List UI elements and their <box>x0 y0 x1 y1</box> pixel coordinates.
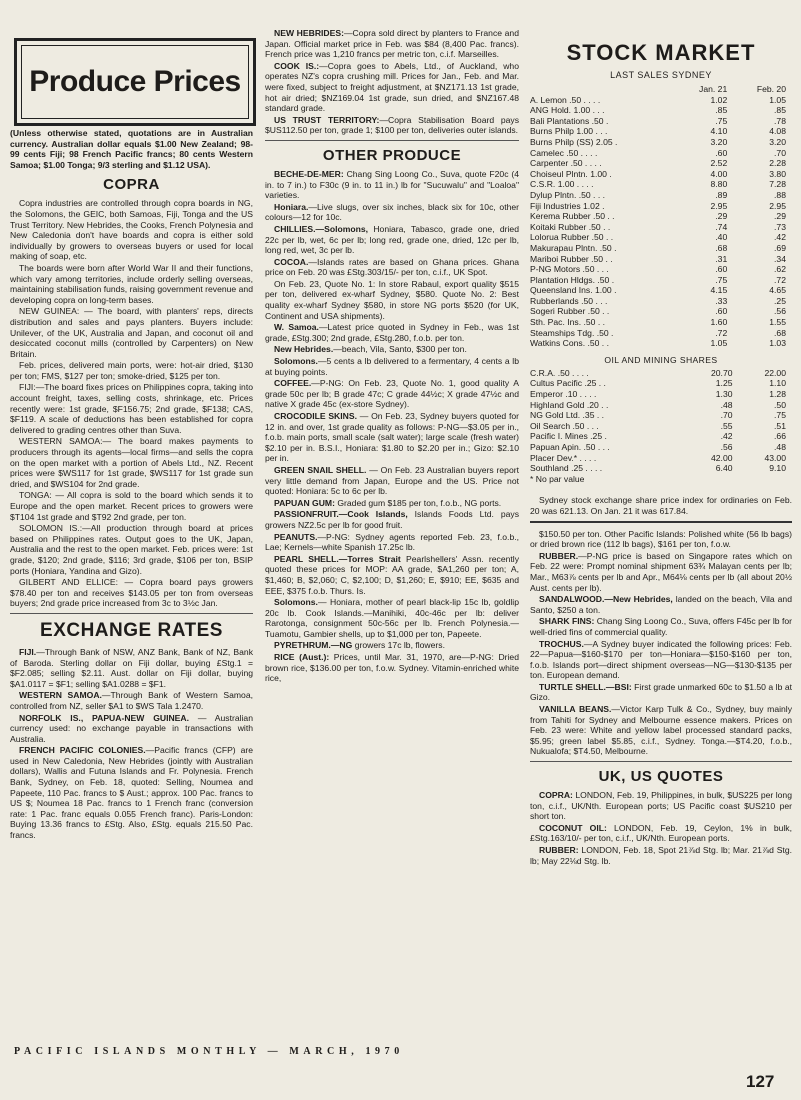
cell-feb: .75 <box>774 410 786 421</box>
entry-text: —Copra Stabilisation Board pays $US112.50 per ton, grade 1; $100 per ton, deliveries outer islands. <box>265 114 519 136</box>
entry <box>530 639 792 681</box>
col-jan: Jan. 21 <box>699 84 728 94</box>
entry-text: — On Feb. 23 Australian buyers report very little demand from Japan, Europe and the US. Price not quoted: Honiara: 5c to 6c per lb. <box>265 464 519 497</box>
cell-feb: 2.28 <box>769 158 786 169</box>
entry-lead: RICE (Aust.): <box>274 652 330 663</box>
entry-text: Chang Sing Loong Co., Suva, quote F20c (4 in. to 7 in.) to F30c (9 in. to 11 in.) lb for "Sucuwalu" and "Loaloa" varieties. <box>265 168 519 201</box>
entry-lead: PYRETHRUM.—NG <box>274 640 353 651</box>
entry-text: Prices, until Mar. 31, 1970, are—P-NG: Dried brown rice, $136.00 per ton, f.o.w. Sydney. Vitamin-enriched white rice, <box>265 652 519 684</box>
cell-jan: .74 <box>715 221 728 232</box>
entry <box>265 465 519 497</box>
table-row <box>530 453 792 464</box>
entry <box>265 652 519 684</box>
entry <box>265 554 519 596</box>
cell-company: Burns Philp 1.00 . . . <box>530 126 608 137</box>
table-row <box>530 400 792 411</box>
table-row <box>530 306 792 317</box>
entry <box>265 640 519 651</box>
entry-text: —Pacific francs (CFP) are used in New Caledonia, New Hebrides (jointly with Australian dollars), Wallis and Futuna Islands and Fr. Polynesia. French Bank, Sydney, on Feb. 18, quoted: Selling, Noumea and Papeete, 110 Pac. francs to $ Aust.; approx. 100 Pac. francs to US $; Noumea 18 Pac. francs to 1 French franc (conversion rate: 1 Pac. franc equals 0.055 French franc). Paris-London: Buying 13.36 francs to £Stg. Also, £Stg. equals 215.50 Pac. francs. <box>10 745 253 841</box>
cell-jan: .85 <box>715 105 728 116</box>
cell-company: Kerema Rubber .50 . . <box>530 211 615 222</box>
entry <box>265 202 519 223</box>
stock-market-heading: STOCK MARKET <box>566 40 756 65</box>
cell-jan: .55 <box>720 420 733 431</box>
cell-feb: .68 <box>774 327 786 338</box>
cell-jan: .31 <box>715 253 728 264</box>
table-row <box>530 137 792 148</box>
entry-text: On Feb. 23, Quote No. 1: In store Rabaul, export quality $515 per ton, delivered ex-wharf Sydney, $580. Quote No. 2: Best quality ex-wharf Sydney $580, in store NG ports $520 (for UK, Continent and USA shipments). <box>265 278 519 321</box>
cell-jan: .72 <box>715 327 728 338</box>
entry-lead: CHILLIES.—Solomons, <box>274 223 369 234</box>
entry-text: LONDON, Feb. 18, Spot 21⅞d Stg. lb; Mar. 21⅞d Stg. lb; May 22⅛d Stg. lb. <box>530 845 792 866</box>
entry-lead: Solomons. <box>274 597 318 608</box>
cell-jan: .89 <box>715 189 728 200</box>
cell-feb: 2.95 <box>769 200 786 211</box>
entry-lead: NORFOLK IS., PAPUA-NEW GUINEA. <box>19 712 190 723</box>
entry <box>265 597 519 639</box>
entry <box>530 529 792 550</box>
cell-feb: 22.00 <box>764 367 786 378</box>
table-row <box>530 389 792 400</box>
entry-text: Graded gum $185 per ton, f.o.b., NG ports. <box>334 497 502 508</box>
cell-jan: 6.40 <box>715 463 733 474</box>
cell-feb: 4.08 <box>769 126 786 137</box>
entry-text: landed on the beach, Vila and Santo, $250 a ton. <box>530 594 792 615</box>
cell-feb: .56 <box>774 306 786 317</box>
entry-text: LONDON, Feb. 19, Philippines, in bulk, $US225 per long ton, c.i.f., UK/Nth. European ports; US Pacific coast $US210 per short ton. <box>530 790 792 822</box>
cell-jan: 1.05 <box>710 338 728 349</box>
cell-jan: 8.80 <box>710 179 728 190</box>
entry-text: LONDON, Feb. 19, Ceylon, 1% in bulk, £Stg.163/10/- per ton, c.i.f., UK/Nth. European ports. <box>530 822 792 844</box>
entry-text: —Latest price quoted in Sydney in Feb., was 1st grade, £Stg.300; 2nd grade, £Stg.280, f.o.b. per ton. <box>265 322 520 343</box>
entry-text: — Australian currency used: no exchange payable in transactions with Australia. <box>10 712 253 744</box>
footer-title: PACIFIC ISLANDS MONTHLY — MARCH, 1970 <box>14 1046 404 1057</box>
entry-lead: COFFEE. <box>274 378 312 389</box>
table-row <box>530 378 792 389</box>
entry-lead: FRENCH PACIFIC COLONIES. <box>19 745 146 756</box>
entry-text: $150.50 per ton. Other Pacific Islands: Polished white (56 lb bags) or dried brown rice (112 lb bags), $161 per ton, f.o.w. <box>530 528 792 550</box>
cell-jan: 2.95 <box>710 200 728 211</box>
entry-text: Honiara, Tabasco, grade one, dried 22c per lb, wet, 6c per lb; long red, grade one, dried, 12c per lb, long red, wet, 3c per lb. <box>265 223 519 256</box>
entry <box>530 551 792 593</box>
cell-jan: 42.00 <box>711 452 733 463</box>
cell-jan: .40 <box>715 232 728 243</box>
cell-company: Sogeri Rubber .50 . . <box>530 306 610 317</box>
entry-lead: FIJI. <box>19 646 37 657</box>
entry-text: First grade unmarked 60c to $1.50 a lb at Gizo. <box>530 681 792 703</box>
entry-lead: PEARL SHELL.—Torres Strait <box>274 553 401 564</box>
entry-lead: New Hebrides. <box>274 344 334 355</box>
entry <box>265 169 519 201</box>
cell-feb: .70 <box>774 147 786 158</box>
entry-lead: Solomons. <box>274 356 318 367</box>
section-divider <box>530 761 792 762</box>
entry <box>265 344 519 355</box>
table-row <box>530 463 792 474</box>
paragraph: The boards were born after World War II and their functions, which vary among territories, include orderly selling overseas, maintaining stabilisation funds, raising government revenue and developing copra on long-term bases. <box>10 262 253 305</box>
oil-table <box>530 368 792 474</box>
table-row <box>530 201 792 212</box>
entry-text: — Honiara, mother of pearl black-lip 15c lb, goldlip 20c lb. Cook Islands.—Manihiki, 40c-46c per lb: deliver Rarotonga, consignment 50c-56c per lb. French Polynesia.—Tuamotu, Gambier shells, up to $1,000 per ton, Papeete. <box>265 597 519 639</box>
other-produce-continued <box>530 529 792 757</box>
cell-feb: .88 <box>774 189 786 200</box>
cell-jan: 4.10 <box>710 126 728 137</box>
entry-lead: TROCHUS. <box>539 638 584 649</box>
cell-feb: 1.03 <box>769 338 786 349</box>
cell-company: Camelec .50 . . . . <box>530 147 598 158</box>
cell-feb: .50 <box>774 399 786 410</box>
exchange-body <box>10 647 253 841</box>
column-left <box>10 0 253 842</box>
table-row <box>530 368 792 379</box>
cell-company: Papuan Apin. .50 . . . <box>530 442 610 452</box>
cell-jan: .29 <box>715 211 728 222</box>
cell-jan: .42 <box>720 431 733 442</box>
cell-company: C.R.A. .50 . . . . <box>530 367 589 378</box>
cell-feb: 1.05 <box>769 94 786 105</box>
table-row <box>530 211 792 222</box>
cell-feb: .73 <box>774 221 786 232</box>
entry-lead: COOK IS.: <box>274 60 320 71</box>
entry <box>530 790 792 822</box>
cell-company: Carpenter .50 . . . . <box>530 158 602 169</box>
table-row <box>530 275 792 286</box>
entry <box>530 594 792 615</box>
cell-company: Sth. Pac. Ins. .50 . . <box>530 317 605 328</box>
paragraph: SOLOMON IS.:—All production through board at prices based on Philippines rates. Output goes to the UK, Japan, Australia and the rest to the open market. Feb. prices were: 1st grade, $120; 2nd grade, $116; 3rd grade, $106 per ton, BSIP ports (Honiara, Yandina and Gizo). <box>10 523 253 576</box>
entry-lead: COPRA: <box>539 790 573 801</box>
entry-text: —Through Bank of NSW, ANZ Bank, Bank of NZ, Bank of Baroda. Sterling dollar on Fiji dollar, buying £Stg.1 = $F2.085; selling $2.11. Aust. dollar on Fiji dollar, buying $A1.0117 = $F1; selling $A1.0288 = $F1. <box>10 646 253 689</box>
cell-jan: .60 <box>715 264 728 275</box>
table-row <box>530 95 792 106</box>
stock-footnote: * No par value <box>530 473 585 484</box>
cell-jan: 1.02 <box>710 94 728 105</box>
uk-us-body <box>530 790 792 866</box>
cell-feb: .62 <box>774 264 786 275</box>
cell-company: Choiseul Plntn. 1.00 . <box>530 168 612 179</box>
cell-feb: .78 <box>774 115 786 126</box>
copra-territories <box>265 28 519 136</box>
cell-jan: 1.30 <box>715 389 733 400</box>
cell-jan: .48 <box>720 399 733 410</box>
table-row <box>530 296 792 307</box>
entry-lead: COCONUT OIL: <box>539 822 607 833</box>
cell-company: P-NG Motors .50 . . . <box>530 264 609 275</box>
entry <box>10 690 253 711</box>
paragraph: FIJI:—The board fixes prices on Philippines copra, taking into account freight, taxes, selling costs, shrinkage, etc. Prices recently were: 1st grade, $F156.75; 2nd grade, $F138; CAS, $F119. A scale of deductions has been established for copra delivered to grading centres other than Suva. <box>10 382 253 435</box>
cell-feb: 7.28 <box>769 179 786 190</box>
cell-feb: 1.10 <box>769 378 786 389</box>
paragraph: Feb. prices, delivered main ports, were: hot-air dried, $130 per ton; FMS, $127 per ton; smoke-dried, $125 per ton. <box>10 360 253 381</box>
cell-company: Rubberlands .50 . . . <box>530 295 608 306</box>
entry-lead: RUBBER. <box>539 550 579 561</box>
cell-company: Placer Dev.* . . . . <box>530 452 597 463</box>
entry-text: —beach, Vila, Santo, $300 per ton. <box>333 344 467 355</box>
cell-company: Makurapau Plntn. .50 . <box>530 242 617 253</box>
cell-feb: .85 <box>774 105 786 116</box>
cell-feb: 3.80 <box>769 168 786 179</box>
cell-company: Southland .25 . . . . <box>530 463 603 474</box>
entry <box>265 532 519 553</box>
cell-jan: .70 <box>720 410 733 421</box>
cell-company: Watkins Cons. .50 . . <box>530 338 609 349</box>
column-right <box>530 0 792 867</box>
entry-lead: Honiara. <box>274 201 309 212</box>
entry-lead: CROCODILE SKINS. <box>274 411 357 421</box>
entry <box>265 498 519 509</box>
entry-text: —Victor Karp Tulk & Co., Sydney, buy mainly from Tahiti for Sydney and Melbourne essence makers. Prices on Feb. 23 were: White and yellow label processed standard packs, $5.95; green label $5.85, c.i.f., Sydney. Tonga.—$T4.20, f.o.b., Nukualofa; $T4.50, Melbourne. <box>530 704 792 757</box>
table-row <box>530 158 792 169</box>
cell-feb: 1.55 <box>769 317 786 328</box>
entry <box>265 279 519 321</box>
cell-company: Steamships Tdg. .50 . <box>530 327 614 338</box>
entry-lead: SHARK FINS: <box>539 616 595 627</box>
paragraph: GILBERT AND ELLICE: — Copra board pays growers $78.40 per ton and receives $143.05 per ton from overseas buyers; 2nd grade price increased from 3c to 3½c Jan. <box>10 577 253 609</box>
cell-company: Highland Gold .20 . . <box>530 399 609 410</box>
cell-company: Oil Search .50 . . . <box>530 420 599 431</box>
cell-jan: .75 <box>715 115 728 126</box>
page-title: Produce Prices <box>29 65 241 98</box>
entry-text: — On Feb. 23, Sydney buyers quoted for 12 in. and over, 1st grade quality as follows: P-NG—$3.05 per in., f.o.b. main ports, small scale (salt water); large scale (fresh water) $2.10 per in. B.S.I., Honiara: $1.80 to $2.20 per in.; Gizo: $2.10 per in. <box>265 411 520 464</box>
entry <box>265 378 519 410</box>
table-row <box>530 148 792 159</box>
section-divider <box>530 521 792 523</box>
cell-company: Dylup Plntn. .50 . . . <box>530 189 605 200</box>
table-row <box>530 222 792 233</box>
table-row <box>530 338 792 349</box>
cell-feb: .48 <box>774 442 786 452</box>
copra-heading: COPRA <box>103 176 160 194</box>
cell-feb: 43.00 <box>764 452 786 463</box>
entry-lead: PASSIONFRUIT.—Cook Islands, <box>274 509 408 520</box>
oil-heading: OIL AND MINING SHARES <box>604 354 718 365</box>
stock-header-row <box>530 84 792 95</box>
entry <box>265 509 519 530</box>
table-row <box>530 328 792 339</box>
entry <box>10 713 253 745</box>
entry <box>530 682 792 703</box>
entry-lead: VANILLA BEANS. <box>539 704 612 715</box>
currency-notice: (Unless otherwise stated, quotations are in Australian currency. Australian dollar equals $1.00 New Zealand; 98-99 cents Fiji; 98 French Pacific francs; 80 cents Western Samoa; $1.00 Tonga; 9/3 sterling and $1.12 USA). <box>10 128 253 170</box>
page-number: 127 <box>746 1072 775 1091</box>
cell-feb: .34 <box>774 253 786 264</box>
cell-jan: .60 <box>715 147 728 158</box>
entry <box>10 647 253 689</box>
cell-company: Mariboi Rubber .50 . . <box>530 253 613 264</box>
cell-company: ANG Hold. 1.00 . . . <box>530 105 605 116</box>
entry-text: —Through Bank of Western Samoa, controlled from NZ, seller $A1 to $WS Tala 1.2470. <box>10 690 253 711</box>
entry <box>530 616 792 637</box>
cell-jan: .60 <box>715 306 728 317</box>
table-row <box>530 431 792 442</box>
cell-feb: .72 <box>774 274 786 285</box>
table-row <box>530 264 792 275</box>
entry-text: Pearlshellers' Assn. recently quoted these prices for MOP: AA grade, $A1,260 per ton; A, $1,460; B, $2,060; C, $2,100; D, $1,260; E, $910; EE, $635 and EEE, $375 f.o.b. Thurs. Is. <box>265 553 519 596</box>
section-divider <box>10 613 253 614</box>
entry <box>10 745 253 840</box>
cell-jan: .68 <box>715 242 728 253</box>
cell-feb: 4.65 <box>769 285 786 296</box>
cell-jan: .56 <box>720 442 733 452</box>
entry <box>265 411 519 464</box>
entry-text: —A Sydney buyer indicated the following prices: Feb. 22—Papua—$160-$170 per ton—Honiara—$150-$160 per ton, f.o.b. Islands port—direct shipment overseas—NG—$130-$135 per ton. European demand. <box>530 638 792 681</box>
entry-text: —Copra sold direct by planters to France and Japan. Official market price in Feb. was $84 (8,400 Pac. francs). French price was 1,210 francs per metric ton, c.i.f. Marseilles. <box>265 28 519 60</box>
entry-lead: BECHE-DE-MER: <box>274 168 344 179</box>
entry <box>265 28 519 60</box>
cell-company: Fiji Industries 1.02 . <box>530 200 605 211</box>
paragraph: TONGA: — All copra is sold to the board which sends it to Europe and the open market. Recent prices to growers were $T104 1st grade and $T92 2nd grade, per ton. <box>10 490 253 522</box>
cell-feb: 9.10 <box>769 463 786 474</box>
stock-subheading: LAST SALES SYDNEY <box>610 70 712 80</box>
entry-text: —Copra goes to Abels, Ltd., of Auckland, who operates NZ's copra crushing mill. Prices for Jan., Feb. and Mar. were fixed, subject to freight adjustment, at $NZ171.13 1st grade, hot air dried; $NZ169.04 1st grade, sun dried, and $NZ167.48 standard grade. <box>265 60 519 114</box>
exchange-heading: EXCHANGE RATES <box>40 619 223 641</box>
cell-feb: .69 <box>774 242 786 253</box>
table-row <box>530 243 792 254</box>
table-row <box>530 190 792 201</box>
cell-jan: .33 <box>715 295 728 306</box>
cell-jan: 1.60 <box>710 317 728 328</box>
table-row <box>530 421 792 432</box>
entry <box>265 61 519 114</box>
entry-text: —5 cents a lb delivered to a fermentary, 4 cents a lb at buying points. <box>265 356 519 377</box>
cell-company: Plantation Hldgs. .50 . <box>530 274 615 285</box>
section-divider <box>265 140 519 141</box>
entry-lead: RUBBER: <box>539 845 579 855</box>
entry-text: —P-NG: Sydney agents reported Feb. 23, f.o.b., Lae; Kernels—white Spanish 17.25c lb. <box>265 531 519 553</box>
entry-lead: COCOA. <box>274 256 309 267</box>
table-row <box>530 116 792 127</box>
entry <box>530 845 792 866</box>
paragraph: WESTERN SAMOA:— The board makes payments to producers through its agents—local firms—and sells the copra on the open market with a portion of Abels Ltd., NZ. Recent prices were $WS117 for 1st grade, $WS117 for 1st grade sun dried, and $WS104 for 2nd grade. <box>10 436 253 489</box>
paragraph: Copra industries are controlled through copra boards in NG, the Solomons, the GEIC, both Samoas, Fiji, Tonga and the US Trust Territory. New Hebrides, the Cooks, French Polynesia and New Caledonia don't have boards and copra is either sold individually by growers to overseas buyers or used for local making of soap, etc. <box>10 198 253 262</box>
table-row <box>530 410 792 421</box>
entry-lead: SANDALWOOD.—New Hebrides, <box>539 594 673 605</box>
copra-body <box>10 198 253 609</box>
entry-text: —P-NG: On Feb. 23, Quote No. 1, good quality A grade 50c per lb; B grade 47c; C grade 44½c; X grade 47½c and native X grade 45c (ex-store Sydney). <box>265 378 519 410</box>
cell-company: C.S.R. 1.00 . . . . <box>530 179 594 190</box>
cell-company: Lolorua Rubber .50 . . <box>530 232 614 243</box>
cell-feb: .42 <box>774 232 786 243</box>
entry-lead: GREEN SNAIL SHELL. <box>274 464 367 475</box>
entry <box>265 356 519 377</box>
cell-jan: .75 <box>715 274 728 285</box>
entry <box>265 322 519 343</box>
entry-lead: WESTERN SAMOA. <box>19 690 102 701</box>
entry-text: growers 17c lb, flowers. <box>352 640 445 651</box>
table-row <box>530 285 792 296</box>
table-row <box>530 442 792 453</box>
cell-jan: 4.00 <box>710 168 728 179</box>
table-row <box>530 317 792 328</box>
entry <box>530 704 792 757</box>
entry <box>265 257 519 278</box>
cell-company: Bali Plantations .50 . <box>530 115 609 126</box>
entry-lead: W. Samoa. <box>274 322 319 333</box>
entry-lead: PAPUAN GUM: <box>274 497 335 508</box>
entry-text: —Live slugs, over six inches, black six for 10c, other colours—12 for 10c. <box>265 201 519 223</box>
cell-feb: .25 <box>774 295 786 306</box>
paragraph: NEW GUINEA: — The board, with planters' reps, directs distribution and sales and pays planters. Buyers include: Unilever, of the UK, Australia and Japan, and coconut oil and desiccated coconut mills (controlled by Carpenters) on New Britain. <box>10 306 253 359</box>
entry-lead: US TRUST TERRITORY: <box>274 114 380 125</box>
cell-feb: .66 <box>774 431 786 442</box>
cell-feb: 1.28 <box>769 389 786 400</box>
entry-lead: TURTLE SHELL.—BSI: <box>539 681 632 692</box>
cell-jan: 2.52 <box>710 158 728 169</box>
table-row <box>530 254 792 265</box>
cell-jan: 20.70 <box>711 367 733 378</box>
cell-jan: 1.25 <box>715 378 733 389</box>
cell-company: A. Lemon .50 . . . . <box>530 94 601 105</box>
table-row <box>530 179 792 190</box>
cell-company: Emperor .10 . . . . <box>530 389 597 400</box>
entry-text: Chang Sing Loong Co., Suva, offers F45c per lb for well-dried fins of commercial quality. <box>530 616 793 637</box>
entry <box>265 115 519 136</box>
table-row <box>530 105 792 116</box>
cell-company: Cultus Pacific .25 . . <box>530 378 606 389</box>
cell-company: Pacific I. Mines .25 . <box>530 431 607 442</box>
cell-jan: 3.20 <box>710 136 728 147</box>
cell-feb: 3.20 <box>769 136 786 147</box>
col-feb: Feb. 20 <box>756 84 786 94</box>
cell-company: NG Gold Ltd. .35 . . <box>530 410 605 421</box>
other-produce-body <box>265 169 519 684</box>
table-row <box>530 232 792 243</box>
entry-text: —Islands rates are based on Ghana prices. Ghana price on Feb. 20 was £Stg.303/15/- per ton, c.i.f., UK Spot. <box>265 256 519 278</box>
table-row <box>530 126 792 137</box>
other-produce-heading: OTHER PRODUCE <box>322 146 462 164</box>
table-row <box>530 169 792 180</box>
cell-jan: 4.15 <box>710 285 728 296</box>
entry <box>265 224 519 256</box>
cell-feb: .29 <box>774 211 786 222</box>
entry-text: —P-NG price is based on Singapore rates which on Feb. 22 were: Prompt nominal shipment 63¾ Malayan cents per lb; Mar., M63⅞ cents per lb and Apr., M64⅛ cents per lb (all about 20½ Aust. cents per lb). <box>530 550 792 593</box>
index-note: Sydney stock exchange share price index for ordinaries on Feb. 20 was 621.13. On Jan. 21 it was 617.84. <box>530 495 792 516</box>
cell-company: Queensland Ins. 1.00 . <box>530 285 617 296</box>
stock-table <box>530 84 792 349</box>
entry <box>530 823 792 844</box>
cell-company: Koitaki Rubber .50 . . <box>530 221 611 232</box>
entry-lead: PEANUTS. <box>274 531 318 542</box>
cell-company: Burns Philp (SS) 2.05 . <box>530 136 618 147</box>
uk-us-heading: UK, US QUOTES <box>598 768 724 786</box>
cell-feb: .51 <box>774 420 786 431</box>
column-middle <box>265 0 519 685</box>
entry-lead: NEW HEBRIDES: <box>274 28 344 38</box>
entry-text: Islands Foods Ltd. pays growers NZ2.5c per lb for good fruit. <box>265 509 519 530</box>
